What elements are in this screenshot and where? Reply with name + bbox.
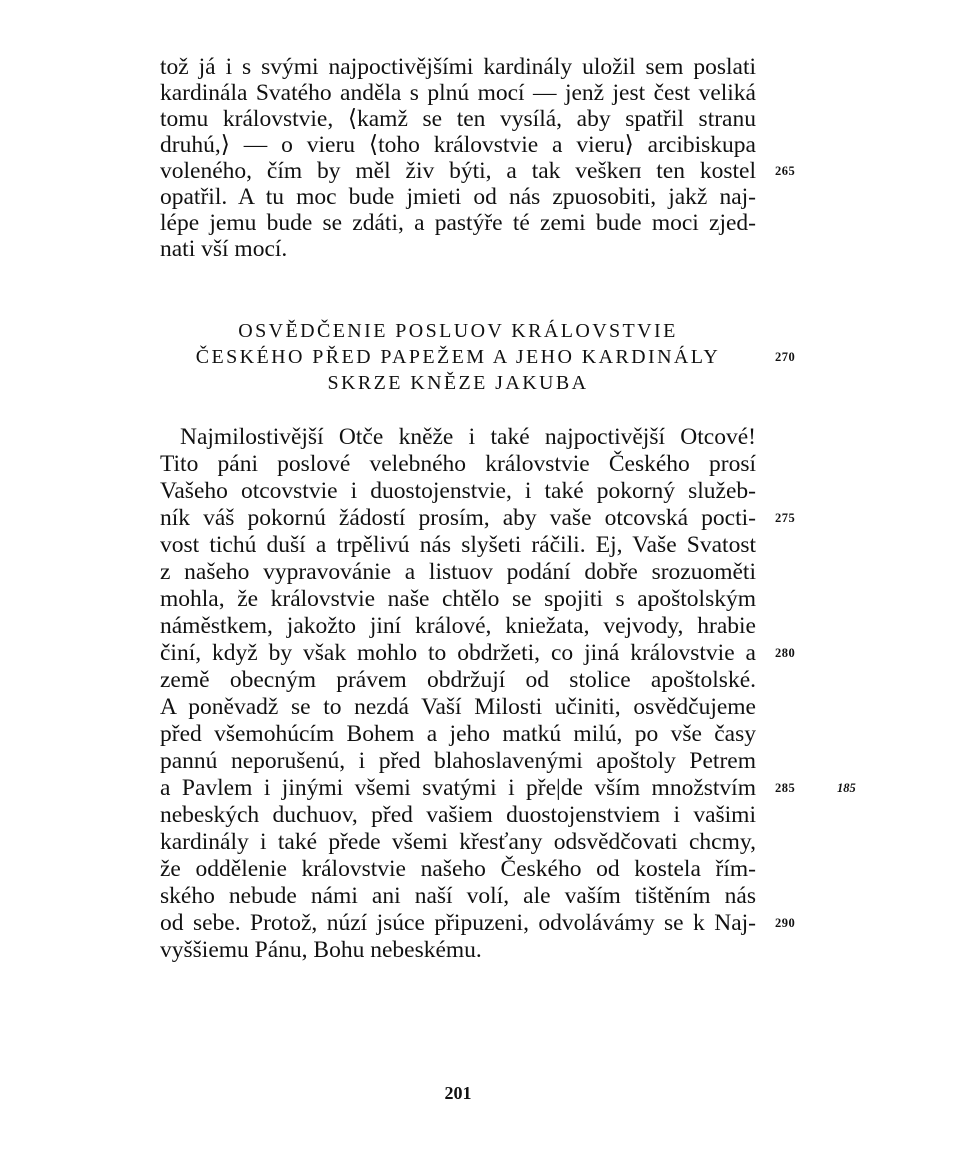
text-line: vost tichú duší a trpělivú nás slyšeti ráčili. Ej, Vaše Svatost xyxy=(160,532,756,558)
text-line: mohla, že královstvie naše chtělo se spojiti s apoštolským xyxy=(160,586,756,612)
text-line: země obecným právem obdržují od stolice apoštolské. xyxy=(160,667,756,693)
text-line: tomu královstvie, ⟨kamž se ten vysílá, aby spatřil stranu xyxy=(160,106,756,132)
text-line: náměstkem, jakožto jiní králové, kniežata, vejvody, hrabie xyxy=(160,613,756,639)
text-line: opatřil. A tu moc bude jmieti od nás zpuosobiti, jakž naj- xyxy=(160,184,756,210)
text-line: z našeho vypravovánie a listuov podání dobře srozuoměti xyxy=(160,559,756,585)
line-number-265: 265 xyxy=(775,164,796,178)
text-line: A poněvadž se to nezdá Vaší Milosti učiniti, osvědčujeme xyxy=(160,694,756,720)
text-line: nati vší mocí. xyxy=(160,236,288,262)
text-line: od sebe. Protož, núzí jsúce připuzeni, odvolávámy se k Naj- xyxy=(160,910,756,936)
page-number: 201 xyxy=(444,1083,472,1103)
text-line: a Pavlem i jinými všemi svatými i pře|de vším množstvím xyxy=(160,775,756,801)
text-line: Najmilostivější Otče kněže i také najpoctivější Otcové! xyxy=(180,424,756,450)
folio-marker: 185 xyxy=(837,781,856,795)
text-line: činí, když by však mohlo to obdržeti, co jiná královstvie a xyxy=(160,640,756,666)
line-number-285: 285 xyxy=(775,781,796,795)
text-line: Vašeho otcovstvie i duostojenstvie, i také pokorný služeb- xyxy=(160,478,756,504)
text-line: tož já i s svými najpoctivějšími kardinály uložil sem poslati xyxy=(160,54,756,80)
text-line: Tito páni poslové velebného královstvie Českého prosí xyxy=(160,451,756,477)
line-number-270: 270 xyxy=(775,350,796,364)
text-line: kardinály i také přede všemi křesťany odsvědčovati chcmy, xyxy=(160,829,756,855)
line-number-280: 280 xyxy=(775,646,796,660)
text-line: pannú neporušenú, i před blahoslavenými apoštoly Petrem xyxy=(160,748,756,774)
text-line: druhú,⟩ — o vieru ⟨toho královstvie a vieru⟩ arcibiskupa xyxy=(160,132,756,158)
section-heading-line: ČESKÉHO PŘED PAPEŽEM A JEHO KARDINÁLY xyxy=(195,346,721,368)
line-number-290: 290 xyxy=(775,916,796,930)
text-line: před všemohúcím Bohem a jeho matkú milú, po vše časy xyxy=(160,721,756,747)
section-heading-line: SKRZE KNĚZE JAKUBA xyxy=(327,372,589,394)
text-line: nebeských duchuov, před vašiem duostojenstviem i vašimi xyxy=(160,802,756,828)
line-number-275: 275 xyxy=(775,511,796,525)
section-heading-line: OSVĚDČENIE POSLUOV KRÁLOVSTVIE xyxy=(238,320,678,342)
text-line: lépe jemu bude se zdáti, a pastýře té zemi bude moci zjed- xyxy=(160,210,756,236)
text-line: ník váš pokornú žádostí prosím, aby vaše otcovská pocti- xyxy=(160,505,756,531)
text-line: kardinála Svatého anděla s plnú mocí — jenž jest čest veliká xyxy=(160,80,756,106)
text-line: ského nebude námi ani naší volí, ale vaším tištěním nás xyxy=(160,883,756,909)
text-line: že oddělenie královstvie našeho Českého od kostela řím- xyxy=(160,856,756,882)
text-line: vyššiemu Pánu, Bohu nebeskému. xyxy=(160,937,482,963)
text-line: voleného, čím by měl živ býti, a tak veškeп ten kostel xyxy=(160,158,756,184)
